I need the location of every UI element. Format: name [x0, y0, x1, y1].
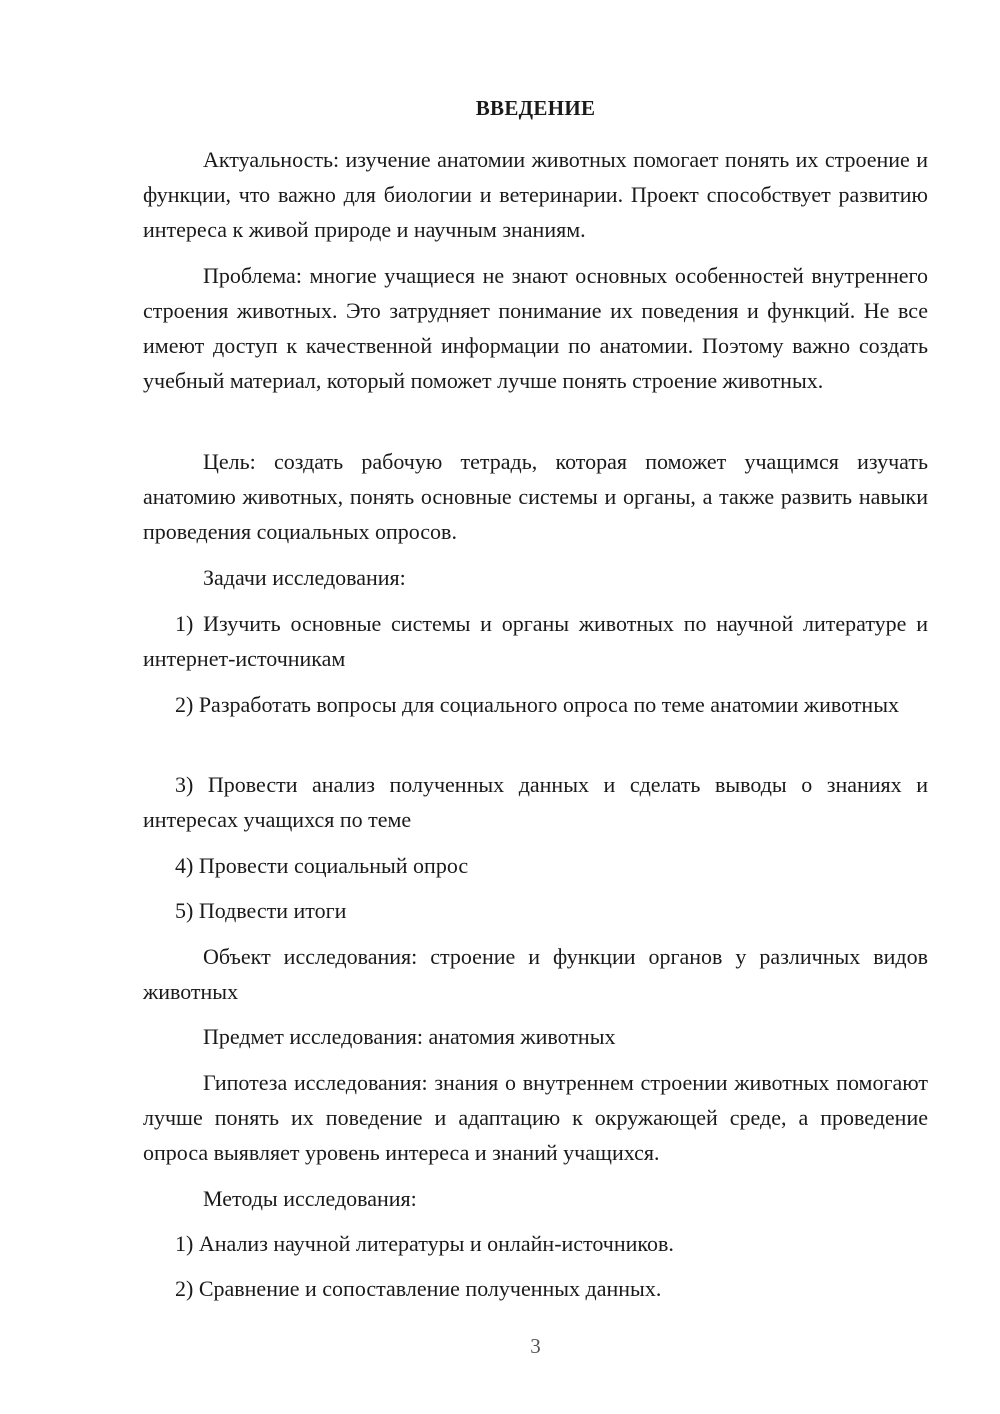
object-paragraph: Объект исследования: строение и функции органов у различных видов животных	[143, 944, 928, 1004]
task-item-4: 4) Провести социальный опрос	[175, 853, 469, 878]
document-page	[143, 0, 928, 1414]
methods-label: Методы исследования:	[203, 1186, 417, 1211]
method-item-2: 2) Сравнение и сопоставление полученных данных.	[175, 1276, 662, 1301]
method-item-1: 1) Анализ научной литературы и онлайн-источников.	[175, 1231, 674, 1256]
task-item-1: 1) Изучить основные системы и органы животных по научной литературе и интернет-источникам	[143, 611, 928, 671]
hypothesis-paragraph: Гипотеза исследования: знания о внутреннем строении животных помогают лучше понять их поведение и адаптацию к окружающей среде, а проведение опроса выявляет уровень интереса и знаний учащихся.	[143, 1070, 928, 1165]
task-item-3: 3) Провести анализ полученных данных и сделать выводы о знаниях и интересах учащихся по теме	[143, 772, 928, 832]
goal-paragraph: Цель: создать рабочую тетрадь, которая поможет учащимся изучать анатомию животных, понять основные системы и органы, а также развить навыки проведения социальных опросов.	[143, 449, 928, 544]
task-item-5: 5) Подвести итоги	[175, 898, 347, 923]
relevance-paragraph: Актуальность: изучение анатомии животных помогает понять их строение и функции, что важно для биологии и ветеринарии. Проект способствует развитию интереса к живой природе и научным знаниям.	[143, 147, 928, 242]
page-number: 3	[530, 1334, 541, 1358]
section-heading: ВВЕДЕНИЕ	[475, 96, 596, 120]
subject-paragraph: Предмет исследования: анатомия животных	[203, 1024, 616, 1049]
tasks-label: Задачи исследования:	[203, 565, 406, 590]
problem-paragraph: Проблема: многие учащиеся не знают основных особенностей внутреннего строения животных. Это затрудняет понимание их поведения и функций. Не все имеют доступ к качественной информации по анатомии. Поэтому важно создать учебный материал, который поможет лучше понять строение животных.	[143, 263, 928, 393]
task-item-2: 2) Разработать вопросы для социального опроса по теме анатомии животных	[175, 692, 899, 717]
